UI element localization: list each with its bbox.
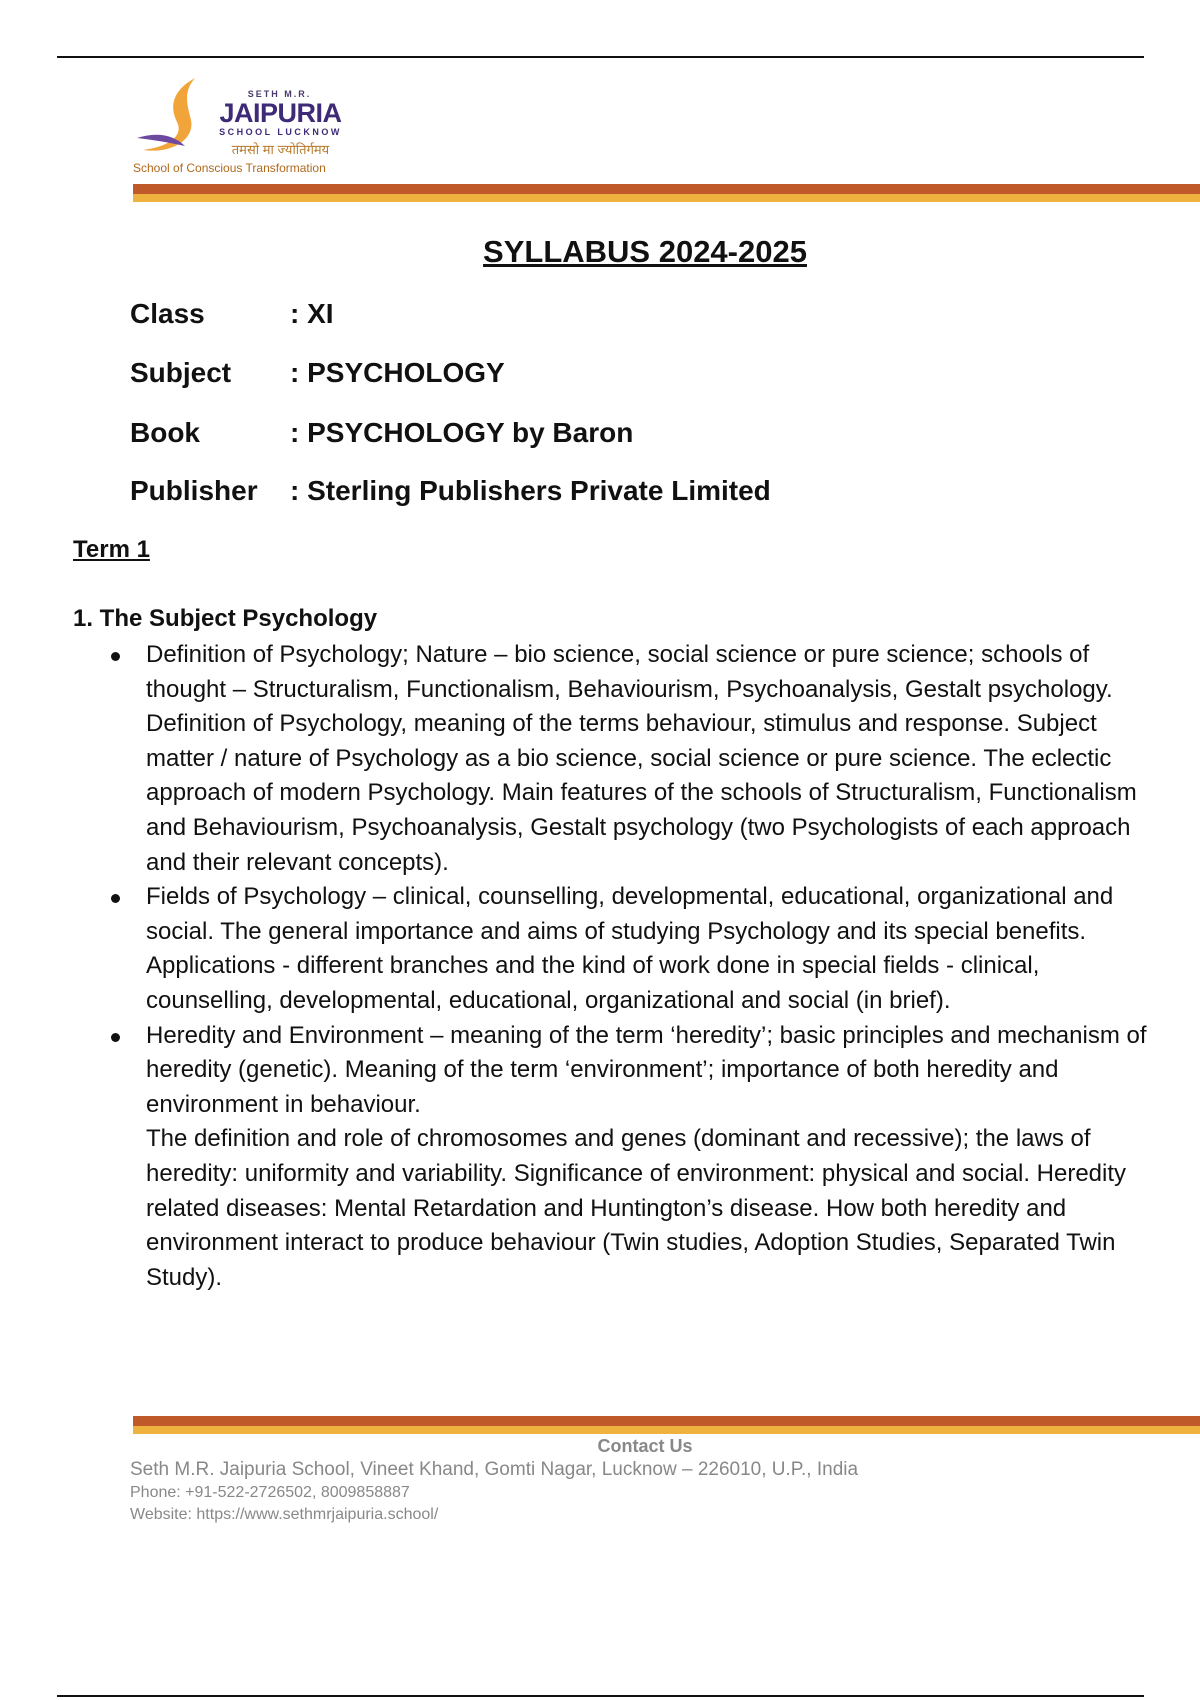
logo-subtitle: SCHOOL LUCKNOW (219, 127, 342, 137)
info-value: : PSYCHOLOGY by Baron (290, 417, 634, 448)
info-label: Book (130, 417, 200, 448)
info-value: : Sterling Publishers Private Limited (290, 475, 771, 506)
section-heading: 1. The Subject Psychology (73, 605, 378, 632)
top-rule (57, 56, 1144, 58)
logo-tagline: School of Conscious Transformation (133, 161, 326, 175)
bullet-icon (111, 1033, 120, 1042)
list-item (100, 638, 1160, 880)
list-item (100, 1019, 1160, 1296)
list-item-text: Definition of Psychology; Nature – bio science, social science or pure science; schools of thought – Structuralism, Functionalism, Behaviourism, Psychoanalysis, Gestalt psychology. Definition of Psychology, meaning of the terms behaviour, stimulus and response. Subject matter / nature of Psychology as a bio science, social science or pure science. The eclectic approach of modern Psychology. Main features of the schools of Structuralism, Functionalism and Behaviourism, Psychoanalysis, Gestalt psychology (two Psychologists of each approach and their relevant concepts). (146, 641, 1137, 876)
contact-phone: Phone: +91-522-2726502, 8009858887 (130, 1484, 410, 1501)
term-heading: Term 1 (73, 536, 150, 563)
bullet-icon (111, 894, 120, 903)
header-band (133, 184, 1200, 202)
info-label: Publisher (130, 475, 258, 506)
logo-small-text: SETH M.R. (247, 89, 312, 99)
logo-name: JAIPURIA (219, 98, 342, 128)
bullet-icon (111, 652, 120, 661)
contact-heading: Contact Us (597, 1436, 693, 1456)
school-logo (133, 76, 348, 180)
list-item-text: The definition and role of chromosomes and genes (dominant and recessive); the laws of heredity: uniformity and variability. Significance of environment: physical and social. Heredity related diseases: Mental Retardation and Huntington’s disease. How both heredity and environment interact to produce behaviour (Twin studies, Adoption Studies, Separated Twin Study). (146, 1125, 1127, 1291)
info-value: : PSYCHOLOGY (290, 357, 505, 388)
info-label: Class (130, 298, 205, 329)
page-title: SYLLABUS 2024-2025 (483, 234, 807, 269)
list-item-text: Fields of Psychology – clinical, counselling, developmental, educational, organizational and social. The general importance and aims of studying Psychology and its special benefits. Applications - different branches and the kind of work done in special fields - clinical, counselling, developmental, educational, organizational and social (in brief). (146, 883, 1114, 1014)
list-item-text: Heredity and Environment – meaning of the term ‘heredity’; basic principles and mechanism of heredity (genetic). Meaning of the term ‘environment’; importance of both heredity and environment in behaviour. (146, 1021, 1147, 1118)
contact-address: Seth M.R. Jaipuria School, Vineet Khand, Gomti Nagar, Lucknow – 226010, U.P., India (130, 1459, 859, 1480)
bottom-rule (57, 1695, 1144, 1697)
info-label: Subject (130, 357, 232, 388)
topic-list (100, 638, 1160, 1295)
flame-emblem-icon (133, 76, 223, 156)
footer-band (133, 1416, 1200, 1434)
list-item (100, 880, 1160, 1018)
logo-motto: तमसो मा ज्योतिर्गमय (231, 142, 330, 157)
contact-website[interactable]: Website: https://www.sethmrjaipuria.school/ (130, 1506, 439, 1523)
info-value: : XI (290, 298, 334, 329)
